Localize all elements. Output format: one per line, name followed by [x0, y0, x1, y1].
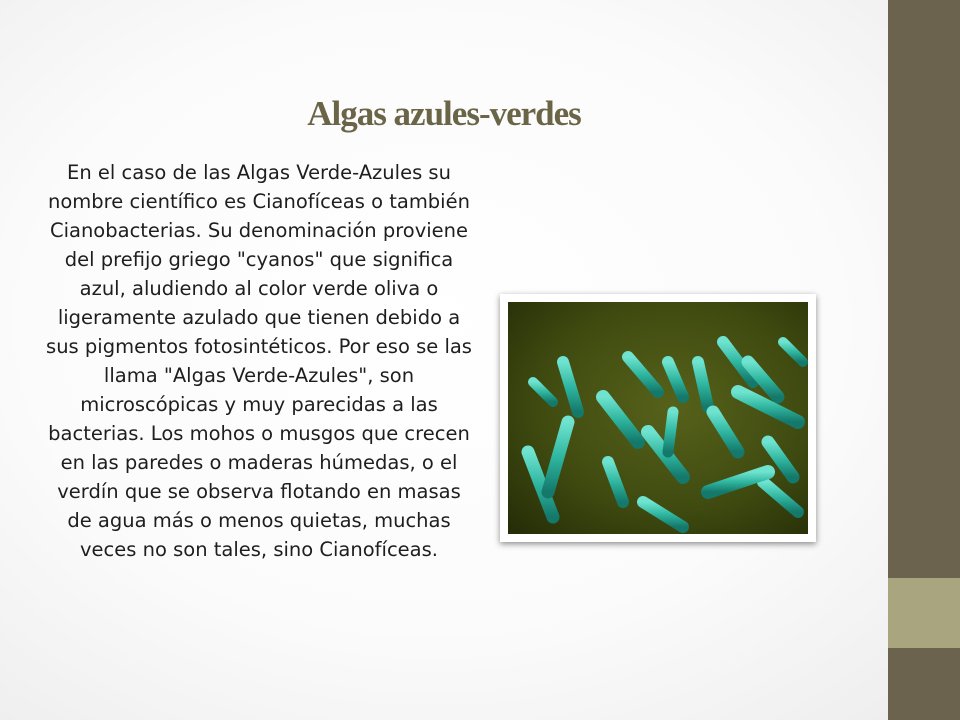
slide-body-text: En el caso de las Algas Verde-Azules su nombre científico es Cianofíceas o también Cianobacterias. Su denominación proviene del prefijo griego "cyanos" que significa azul, aludiendo al color verde oliva o ligeramente azulado que tienen debido a sus pigmentos fotosintéticos. Por eso se las llama "Algas Verde-Azules", son microscópicas y muy parecidas a las bacterias. Los mohos o musgos que crecen en las paredes o maderas húmedas, o el verdín que se observa flotando en masas de agua más o menos quietas, muchas veces no son tales, sino Cianofíceas. — [46, 161, 472, 561]
cyanobacteria-photo — [500, 294, 816, 542]
slide-title: Algas azules-verdes — [307, 94, 581, 133]
sidebar-bottom-block — [888, 648, 960, 720]
sidebar-top-block — [888, 0, 960, 578]
decorative-sidebar — [888, 0, 960, 720]
bacterium-rod — [668, 412, 673, 452]
cyanobacteria-image — [508, 302, 808, 534]
sidebar-accent-block — [888, 578, 960, 648]
